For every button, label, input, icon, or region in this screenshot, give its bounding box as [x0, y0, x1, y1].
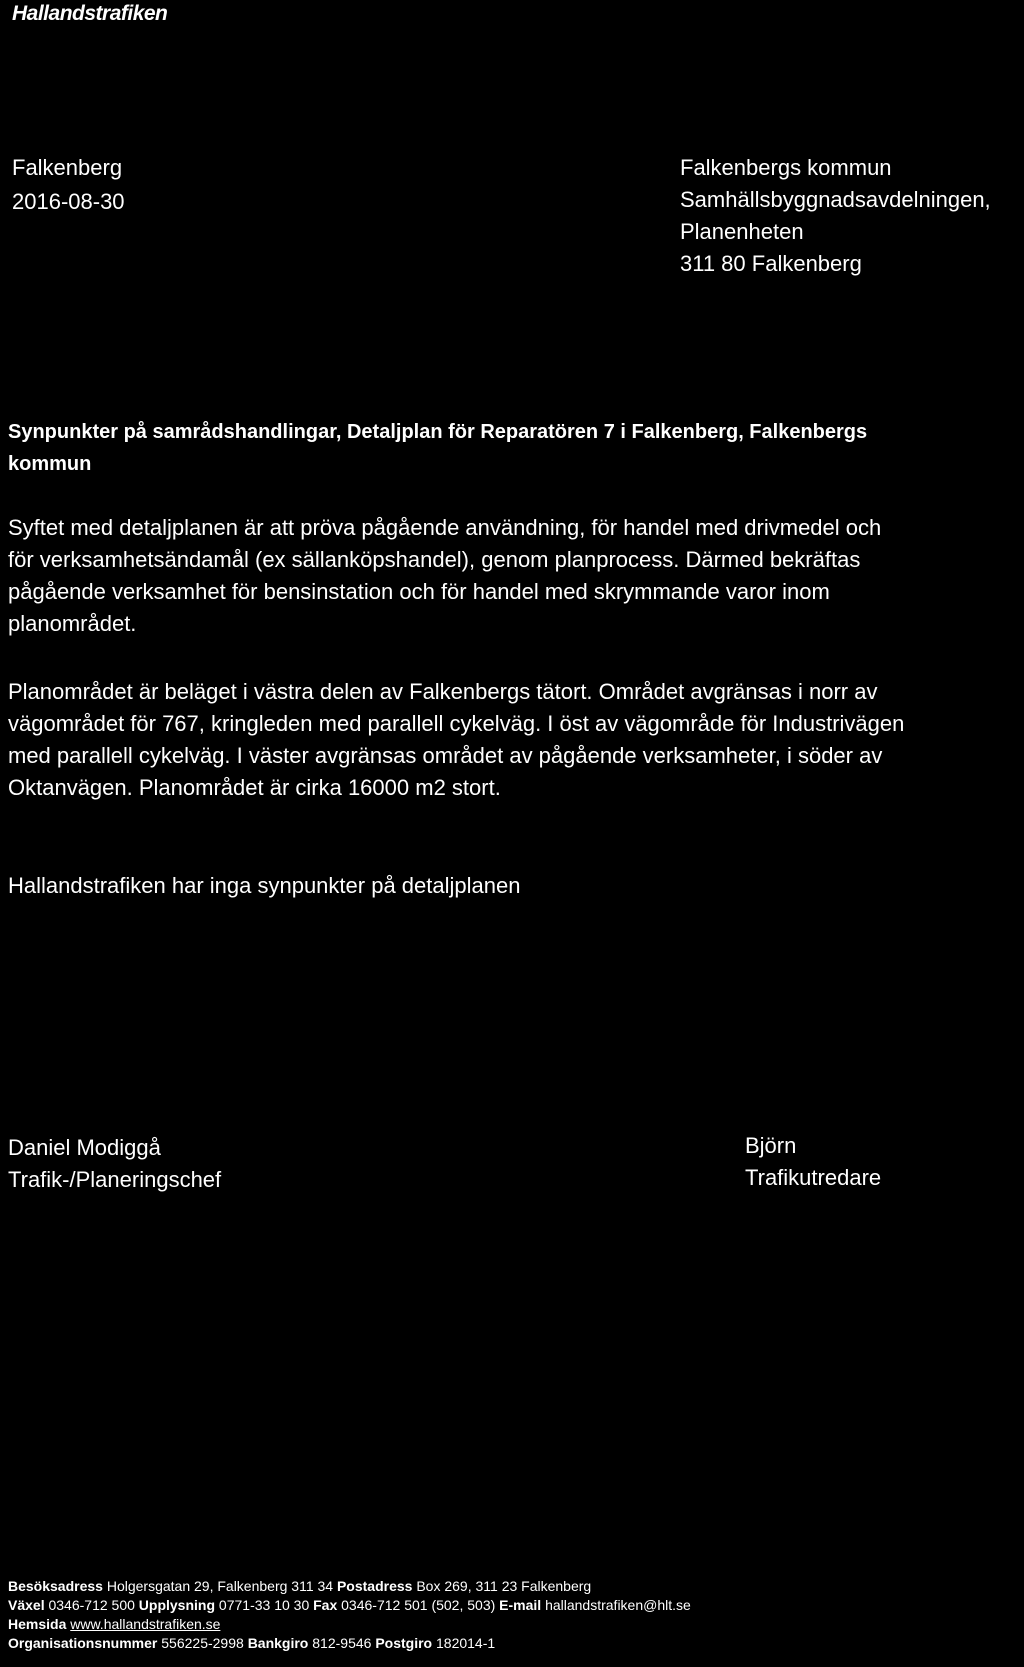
recipient-line-1: Falkenbergs kommun: [680, 155, 892, 180]
recipient-line-2: Samhällsbyggnadsavdelningen,: [680, 187, 991, 212]
footer-fax-label: Fax: [313, 1597, 338, 1613]
paragraph-2-line-3: med parallell cykelväg. I väster avgränsas området av pågående verksamheter, i söder av: [8, 743, 883, 768]
paragraph-1-line-1: Syftet med detaljplanen är att pröva pågående användning, för handel med drivmedel och: [8, 515, 882, 540]
footer-bankgiro-label: Bankgiro: [247, 1635, 309, 1651]
subject-line-1: Synpunkter på samrådshandlingar, Detaljplan för Reparatören 7 i Falkenberg, Falkenbergs: [8, 421, 868, 443]
footer-postgiro-value: 182014-1: [436, 1635, 496, 1651]
paragraph-1-line-4: planområdet.: [8, 611, 137, 636]
sender-place: Falkenberg: [12, 155, 123, 180]
signatory-left-name: Daniel Modiggå: [8, 1135, 161, 1160]
signatory-left-title: Trafik-/Planeringschef: [8, 1167, 222, 1192]
footer-switch-label: Växel: [8, 1597, 45, 1613]
footer-post-value: Box 269, 311 23 Falkenberg: [416, 1578, 592, 1594]
paragraph-location: [8, 676, 1018, 804]
footer-visit-label: Besöksadress: [8, 1578, 103, 1594]
footer-post-label: Postadress: [336, 1578, 413, 1594]
paragraph-2-line-4: Oktanvägen. Planområdet är cirka 16000 m2 stort.: [8, 775, 501, 800]
footer-line-registration: [8, 1634, 691, 1653]
footer-fax-value: 0346-712 501 (502, 503): [341, 1597, 496, 1613]
footer-web-label: Hemsida: [8, 1616, 67, 1632]
signatory-right-title: Trafikutredare: [745, 1165, 882, 1190]
paragraph-purpose: [8, 512, 1018, 640]
footer-line-contact: [8, 1596, 691, 1615]
recipient-line-3: Planenheten: [680, 219, 804, 244]
subject-heading: [8, 416, 1018, 480]
footer-postgiro-label: Postgiro: [375, 1635, 433, 1651]
footer-info-label: Upplysning: [138, 1597, 216, 1613]
footer-email-label: E-mail: [499, 1597, 542, 1613]
footer-switch-value: 0346-712 500: [48, 1597, 135, 1613]
footer-line-web: [8, 1615, 691, 1634]
paragraph-2-line-1: Planområdet är beläget i västra delen av Falkenbergs tätort. Området avgränsas i norr av: [8, 679, 878, 704]
footer-info-value: 0771-33 10 30: [218, 1597, 310, 1613]
recipient-line-4: 311 80 Falkenberg: [680, 251, 862, 276]
signature-right: [745, 1130, 881, 1194]
footer-org-value: 556225-2998: [161, 1635, 244, 1651]
paragraph-1-line-2: för verksamhetsändamål (ex sällanköpshandel), genom planprocess. Därmed bekräftas: [8, 547, 861, 572]
footer-email-value[interactable]: hallandstrafiken@hlt.se: [545, 1597, 691, 1613]
signature-left: [8, 1132, 221, 1196]
recipient-address: [680, 152, 991, 280]
footer-visit-value: Holgersgatan 29, Falkenberg 311 34: [106, 1578, 334, 1594]
conclusion-text: Hallandstrafiken har inga synpunkter på detaljplanen: [8, 873, 521, 898]
letter-footer: [8, 1577, 691, 1653]
company-logo: Hallandstrafiken: [12, 2, 168, 25]
footer-org-label: Organisationsnummer: [8, 1635, 158, 1651]
footer-website-link[interactable]: www.hallandstrafiken.se: [70, 1616, 221, 1632]
footer-bankgiro-value: 812-9546: [312, 1635, 372, 1651]
paragraph-2-line-2: vägområdet för 767, kringleden med parallell cykelväg. I öst av vägområde för Industrivägen: [8, 711, 905, 736]
subject-line-2: kommun: [8, 453, 92, 475]
footer-line-address: [8, 1577, 691, 1596]
signatory-right-name: Björn: [745, 1133, 797, 1158]
letter-date: 2016-08-30: [12, 189, 125, 214]
paragraph-1-line-3: pågående verksamhet för bensinstation och för handel med skrymmande varor inom: [8, 579, 830, 604]
